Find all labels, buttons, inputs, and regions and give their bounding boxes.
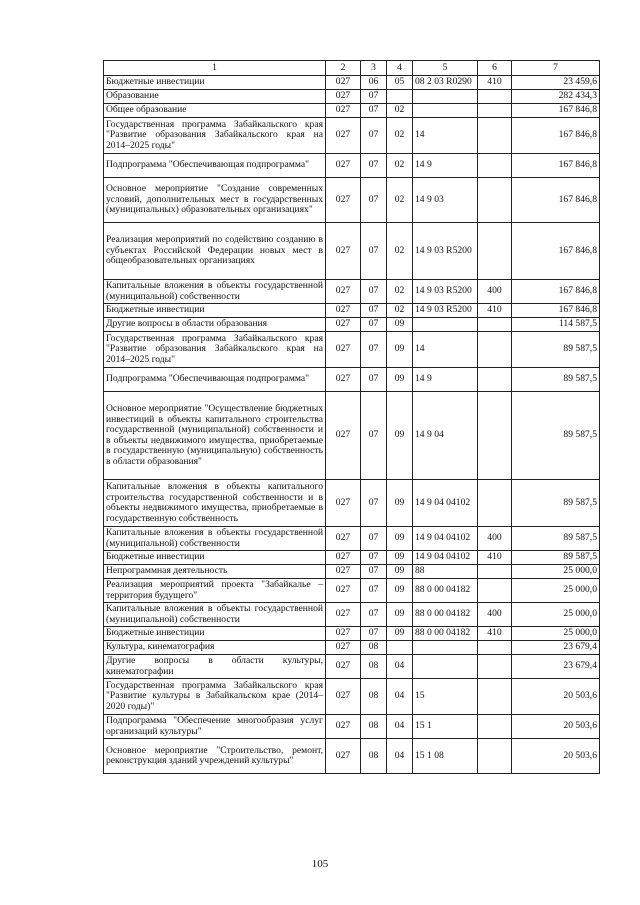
row-name-cell: Подпрограмма "Обеспечивающая подпрограмма": [104, 368, 326, 392]
ministry-code-cell: 027: [326, 679, 361, 715]
subsection-code-cell: 09: [387, 627, 413, 641]
expense-type-cell: [478, 104, 512, 118]
target-article-cell: 88 0 00 04182: [413, 579, 478, 603]
table-row: [104, 565, 600, 579]
section-code-cell: 07: [361, 90, 387, 104]
amount-cell: 23 679,4: [512, 641, 600, 655]
subsection-code-cell: 09: [387, 480, 413, 527]
expense-type-cell: [478, 579, 512, 603]
target-article-cell: 14 9: [413, 154, 478, 178]
amount-cell: 167 846,8: [512, 104, 600, 118]
row-name-cell: Государственная программа Забайкальского края "Развитие образования Забайкальского края на 2014–2025 годы": [104, 118, 326, 154]
amount-cell: 167 846,8: [512, 280, 600, 304]
expense-type-cell: [478, 118, 512, 154]
ministry-code-cell: 027: [326, 332, 361, 368]
row-name-cell: Капитальные вложения в объекты капитального строительства государственной собственности и в объекты недвижимого имущества, приобретаемые в государственную собственность: [104, 480, 326, 527]
section-code-cell: 07: [361, 223, 387, 280]
ministry-code-cell: 027: [326, 223, 361, 280]
section-code-cell: 07: [361, 178, 387, 223]
target-article-cell: 14 9 04 04102: [413, 551, 478, 565]
ministry-code-cell: 027: [326, 304, 361, 318]
subsection-code-cell: 05: [387, 76, 413, 90]
budget-table: [103, 60, 600, 774]
table-row: [104, 679, 600, 715]
table-row: [104, 280, 600, 304]
header-cell: 3: [361, 61, 387, 76]
amount-cell: 282 434,3: [512, 90, 600, 104]
ministry-code-cell: 027: [326, 118, 361, 154]
amount-cell: 167 846,8: [512, 178, 600, 223]
row-name-cell: Основное мероприятие "Осуществление бюджетных инвестиций в объекты капитального строительства государственной (муниципальной) собственности и в объекты недвижимого имущества, приобретаемые в государственную (муниципальную) собственность в области образования": [104, 392, 326, 480]
amount-cell: 114 587,5: [512, 318, 600, 332]
target-article-cell: [413, 318, 478, 332]
table-row: [104, 480, 600, 527]
section-code-cell: 07: [361, 104, 387, 118]
target-article-cell: 14 9 03: [413, 178, 478, 223]
table-row: [104, 627, 600, 641]
table-header-row: [104, 61, 600, 76]
subsection-code-cell: 09: [387, 527, 413, 551]
target-article-cell: 14 9 04 04102: [413, 527, 478, 551]
ministry-code-cell: 027: [326, 178, 361, 223]
table-row: [104, 90, 600, 104]
expense-type-cell: 410: [478, 551, 512, 565]
row-name-cell: Подпрограмма "Обеспечивающая подпрограмма": [104, 154, 326, 178]
subsection-code-cell: 04: [387, 679, 413, 715]
expense-type-cell: 410: [478, 304, 512, 318]
header-cell: 2: [326, 61, 361, 76]
expense-type-cell: [478, 655, 512, 679]
header-cell: 4: [387, 61, 413, 76]
target-article-cell: 15: [413, 679, 478, 715]
table-row: [104, 304, 600, 318]
target-article-cell: 14: [413, 118, 478, 154]
row-name-cell: Бюджетные инвестиции: [104, 551, 326, 565]
section-code-cell: 07: [361, 332, 387, 368]
table-row: [104, 223, 600, 280]
table-row: [104, 551, 600, 565]
header-cell: 7: [512, 61, 600, 76]
target-article-cell: [413, 104, 478, 118]
header-cell: 5: [413, 61, 478, 76]
amount-cell: 167 846,8: [512, 118, 600, 154]
table-row: [104, 118, 600, 154]
expense-type-cell: [478, 565, 512, 579]
ministry-code-cell: 027: [326, 280, 361, 304]
table-row: [104, 332, 600, 368]
target-article-cell: 88: [413, 565, 478, 579]
subsection-code-cell: [387, 641, 413, 655]
subsection-code-cell: 02: [387, 223, 413, 280]
subsection-code-cell: 09: [387, 603, 413, 627]
section-code-cell: 07: [361, 627, 387, 641]
ministry-code-cell: 027: [326, 603, 361, 627]
amount-cell: 89 587,5: [512, 392, 600, 480]
section-code-cell: 07: [361, 565, 387, 579]
table-row: [104, 715, 600, 739]
row-name-cell: Реализация мероприятий проекта "Забайкалье – территория будущего": [104, 579, 326, 603]
target-article-cell: 08 2 03 R0290: [413, 76, 478, 90]
row-name-cell: Другие вопросы в области культуры, кинематографии: [104, 655, 326, 679]
row-name-cell: Культура, кинематография: [104, 641, 326, 655]
ministry-code-cell: 027: [326, 76, 361, 90]
subsection-code-cell: 02: [387, 304, 413, 318]
table-row: [104, 392, 600, 480]
section-code-cell: 08: [361, 655, 387, 679]
section-code-cell: 07: [361, 551, 387, 565]
amount-cell: 25 000,0: [512, 627, 600, 641]
row-name-cell: Непрограммная деятельность: [104, 565, 326, 579]
target-article-cell: 14 9 03 R5200: [413, 280, 478, 304]
expense-type-cell: [478, 679, 512, 715]
table-row: [104, 104, 600, 118]
subsection-code-cell: 04: [387, 655, 413, 679]
subsection-code-cell: 02: [387, 104, 413, 118]
header-cell: 1: [104, 61, 326, 76]
subsection-code-cell: 04: [387, 739, 413, 774]
target-article-cell: 88 0 00 04182: [413, 627, 478, 641]
expense-type-cell: [478, 739, 512, 774]
amount-cell: 89 587,5: [512, 527, 600, 551]
ministry-code-cell: 027: [326, 565, 361, 579]
ministry-code-cell: 027: [326, 104, 361, 118]
header-cell: 6: [478, 61, 512, 76]
row-name-cell: Другие вопросы в области образования: [104, 318, 326, 332]
section-code-cell: 07: [361, 118, 387, 154]
row-name-cell: Капитальные вложения в объекты государственной (муниципальной) собственности: [104, 603, 326, 627]
row-name-cell: Образование: [104, 90, 326, 104]
row-name-cell: Основное мероприятие "Строительство, ремонт, реконструкция зданий учреждений культуры": [104, 739, 326, 774]
expense-type-cell: [478, 332, 512, 368]
subsection-code-cell: 02: [387, 280, 413, 304]
expense-type-cell: 400: [478, 603, 512, 627]
expense-type-cell: 410: [478, 76, 512, 90]
section-code-cell: 07: [361, 368, 387, 392]
subsection-code-cell: 02: [387, 154, 413, 178]
target-article-cell: 14 9 04 04102: [413, 480, 478, 527]
expense-type-cell: 410: [478, 627, 512, 641]
subsection-code-cell: 02: [387, 118, 413, 154]
expense-type-cell: [478, 154, 512, 178]
amount-cell: 25 000,0: [512, 579, 600, 603]
ministry-code-cell: 027: [326, 715, 361, 739]
ministry-code-cell: 027: [326, 90, 361, 104]
subsection-code-cell: 09: [387, 551, 413, 565]
row-name-cell: Подпрограмма "Обеспечение многообразия услуг организаций культуры": [104, 715, 326, 739]
expense-type-cell: [478, 392, 512, 480]
page-number: 105: [311, 858, 329, 870]
ministry-code-cell: 027: [326, 551, 361, 565]
subsection-code-cell: 09: [387, 318, 413, 332]
target-article-cell: [413, 655, 478, 679]
subsection-code-cell: 09: [387, 392, 413, 480]
subsection-code-cell: [387, 90, 413, 104]
row-name-cell: Капитальные вложения в объекты государственной (муниципальной) собственности: [104, 280, 326, 304]
expense-type-cell: 400: [478, 280, 512, 304]
table-row: [104, 739, 600, 774]
ministry-code-cell: 027: [326, 392, 361, 480]
row-name-cell: Бюджетные инвестиции: [104, 627, 326, 641]
subsection-code-cell: 09: [387, 368, 413, 392]
section-code-cell: 07: [361, 480, 387, 527]
amount-cell: 89 587,5: [512, 551, 600, 565]
amount-cell: 25 000,0: [512, 603, 600, 627]
amount-cell: 167 846,8: [512, 223, 600, 280]
section-code-cell: 08: [361, 715, 387, 739]
row-name-cell: Общее образование: [104, 104, 326, 118]
target-article-cell: 14 9 04: [413, 392, 478, 480]
subsection-code-cell: 09: [387, 579, 413, 603]
target-article-cell: 14: [413, 332, 478, 368]
amount-cell: 89 587,5: [512, 332, 600, 368]
subsection-code-cell: 09: [387, 332, 413, 368]
table-row: [104, 641, 600, 655]
expense-type-cell: [478, 223, 512, 280]
row-name-cell: Основное мероприятие "Создание современных условий, дополнительных мест в государственных (муниципальных) образовательных организациях": [104, 178, 326, 223]
amount-cell: 167 846,8: [512, 304, 600, 318]
section-code-cell: 06: [361, 76, 387, 90]
amount-cell: 23 459,6: [512, 76, 600, 90]
row-name-cell: Бюджетные инвестиции: [104, 76, 326, 90]
expense-type-cell: [478, 715, 512, 739]
table-body: [104, 61, 600, 774]
amount-cell: 20 503,6: [512, 739, 600, 774]
target-article-cell: [413, 641, 478, 655]
section-code-cell: 08: [361, 679, 387, 715]
section-code-cell: 07: [361, 527, 387, 551]
ministry-code-cell: 027: [326, 655, 361, 679]
section-code-cell: 07: [361, 154, 387, 178]
table-row: [104, 76, 600, 90]
row-name-cell: Бюджетные инвестиции: [104, 304, 326, 318]
subsection-code-cell: 09: [387, 565, 413, 579]
ministry-code-cell: 027: [326, 627, 361, 641]
ministry-code-cell: 027: [326, 480, 361, 527]
amount-cell: 167 846,8: [512, 154, 600, 178]
target-article-cell: 14 9 03 R5200: [413, 223, 478, 280]
target-article-cell: 15 1 08: [413, 739, 478, 774]
expense-type-cell: [478, 90, 512, 104]
section-code-cell: 07: [361, 603, 387, 627]
expense-type-cell: [478, 178, 512, 223]
ministry-code-cell: 027: [326, 154, 361, 178]
section-code-cell: 07: [361, 304, 387, 318]
amount-cell: 25 000,0: [512, 565, 600, 579]
section-code-cell: 07: [361, 579, 387, 603]
target-article-cell: 14 9: [413, 368, 478, 392]
row-name-cell: Государственная программа Забайкальского края "Развитие культуры в Забайкальском крае (2014–2020 годы)": [104, 679, 326, 715]
table-row: [104, 318, 600, 332]
expense-type-cell: [478, 480, 512, 527]
ministry-code-cell: 027: [326, 641, 361, 655]
amount-cell: 20 503,6: [512, 715, 600, 739]
target-article-cell: 88 0 00 04182: [413, 603, 478, 627]
row-name-cell: Реализация мероприятий по содействию созданию в субъектах Российской Федерации новых мест в общеобразовательных организациях: [104, 223, 326, 280]
table-row: [104, 527, 600, 551]
ministry-code-cell: 027: [326, 318, 361, 332]
amount-cell: 20 503,6: [512, 679, 600, 715]
ministry-code-cell: 027: [326, 368, 361, 392]
table-row: [104, 178, 600, 223]
section-code-cell: 08: [361, 739, 387, 774]
table-row: [104, 655, 600, 679]
ministry-code-cell: 027: [326, 579, 361, 603]
ministry-code-cell: 027: [326, 739, 361, 774]
subsection-code-cell: 02: [387, 178, 413, 223]
subsection-code-cell: 04: [387, 715, 413, 739]
expense-type-cell: [478, 368, 512, 392]
expense-type-cell: 400: [478, 527, 512, 551]
amount-cell: 89 587,5: [512, 368, 600, 392]
table-row: [104, 368, 600, 392]
table-row: [104, 579, 600, 603]
target-article-cell: 14 9 03 R5200: [413, 304, 478, 318]
table-row: [104, 154, 600, 178]
ministry-code-cell: 027: [326, 527, 361, 551]
amount-cell: 23 679,4: [512, 655, 600, 679]
target-article-cell: [413, 90, 478, 104]
target-article-cell: 15 1: [413, 715, 478, 739]
row-name-cell: Государственная программа Забайкальского края "Развитие образования Забайкальского края на 2014–2025 годы": [104, 332, 326, 368]
expense-type-cell: [478, 641, 512, 655]
section-code-cell: 07: [361, 318, 387, 332]
expense-type-cell: [478, 318, 512, 332]
section-code-cell: 07: [361, 280, 387, 304]
section-code-cell: 07: [361, 392, 387, 480]
amount-cell: 89 587,5: [512, 480, 600, 527]
row-name-cell: Капитальные вложения в объекты государственной (муниципальной) собственности: [104, 527, 326, 551]
section-code-cell: 08: [361, 641, 387, 655]
table-row: [104, 603, 600, 627]
